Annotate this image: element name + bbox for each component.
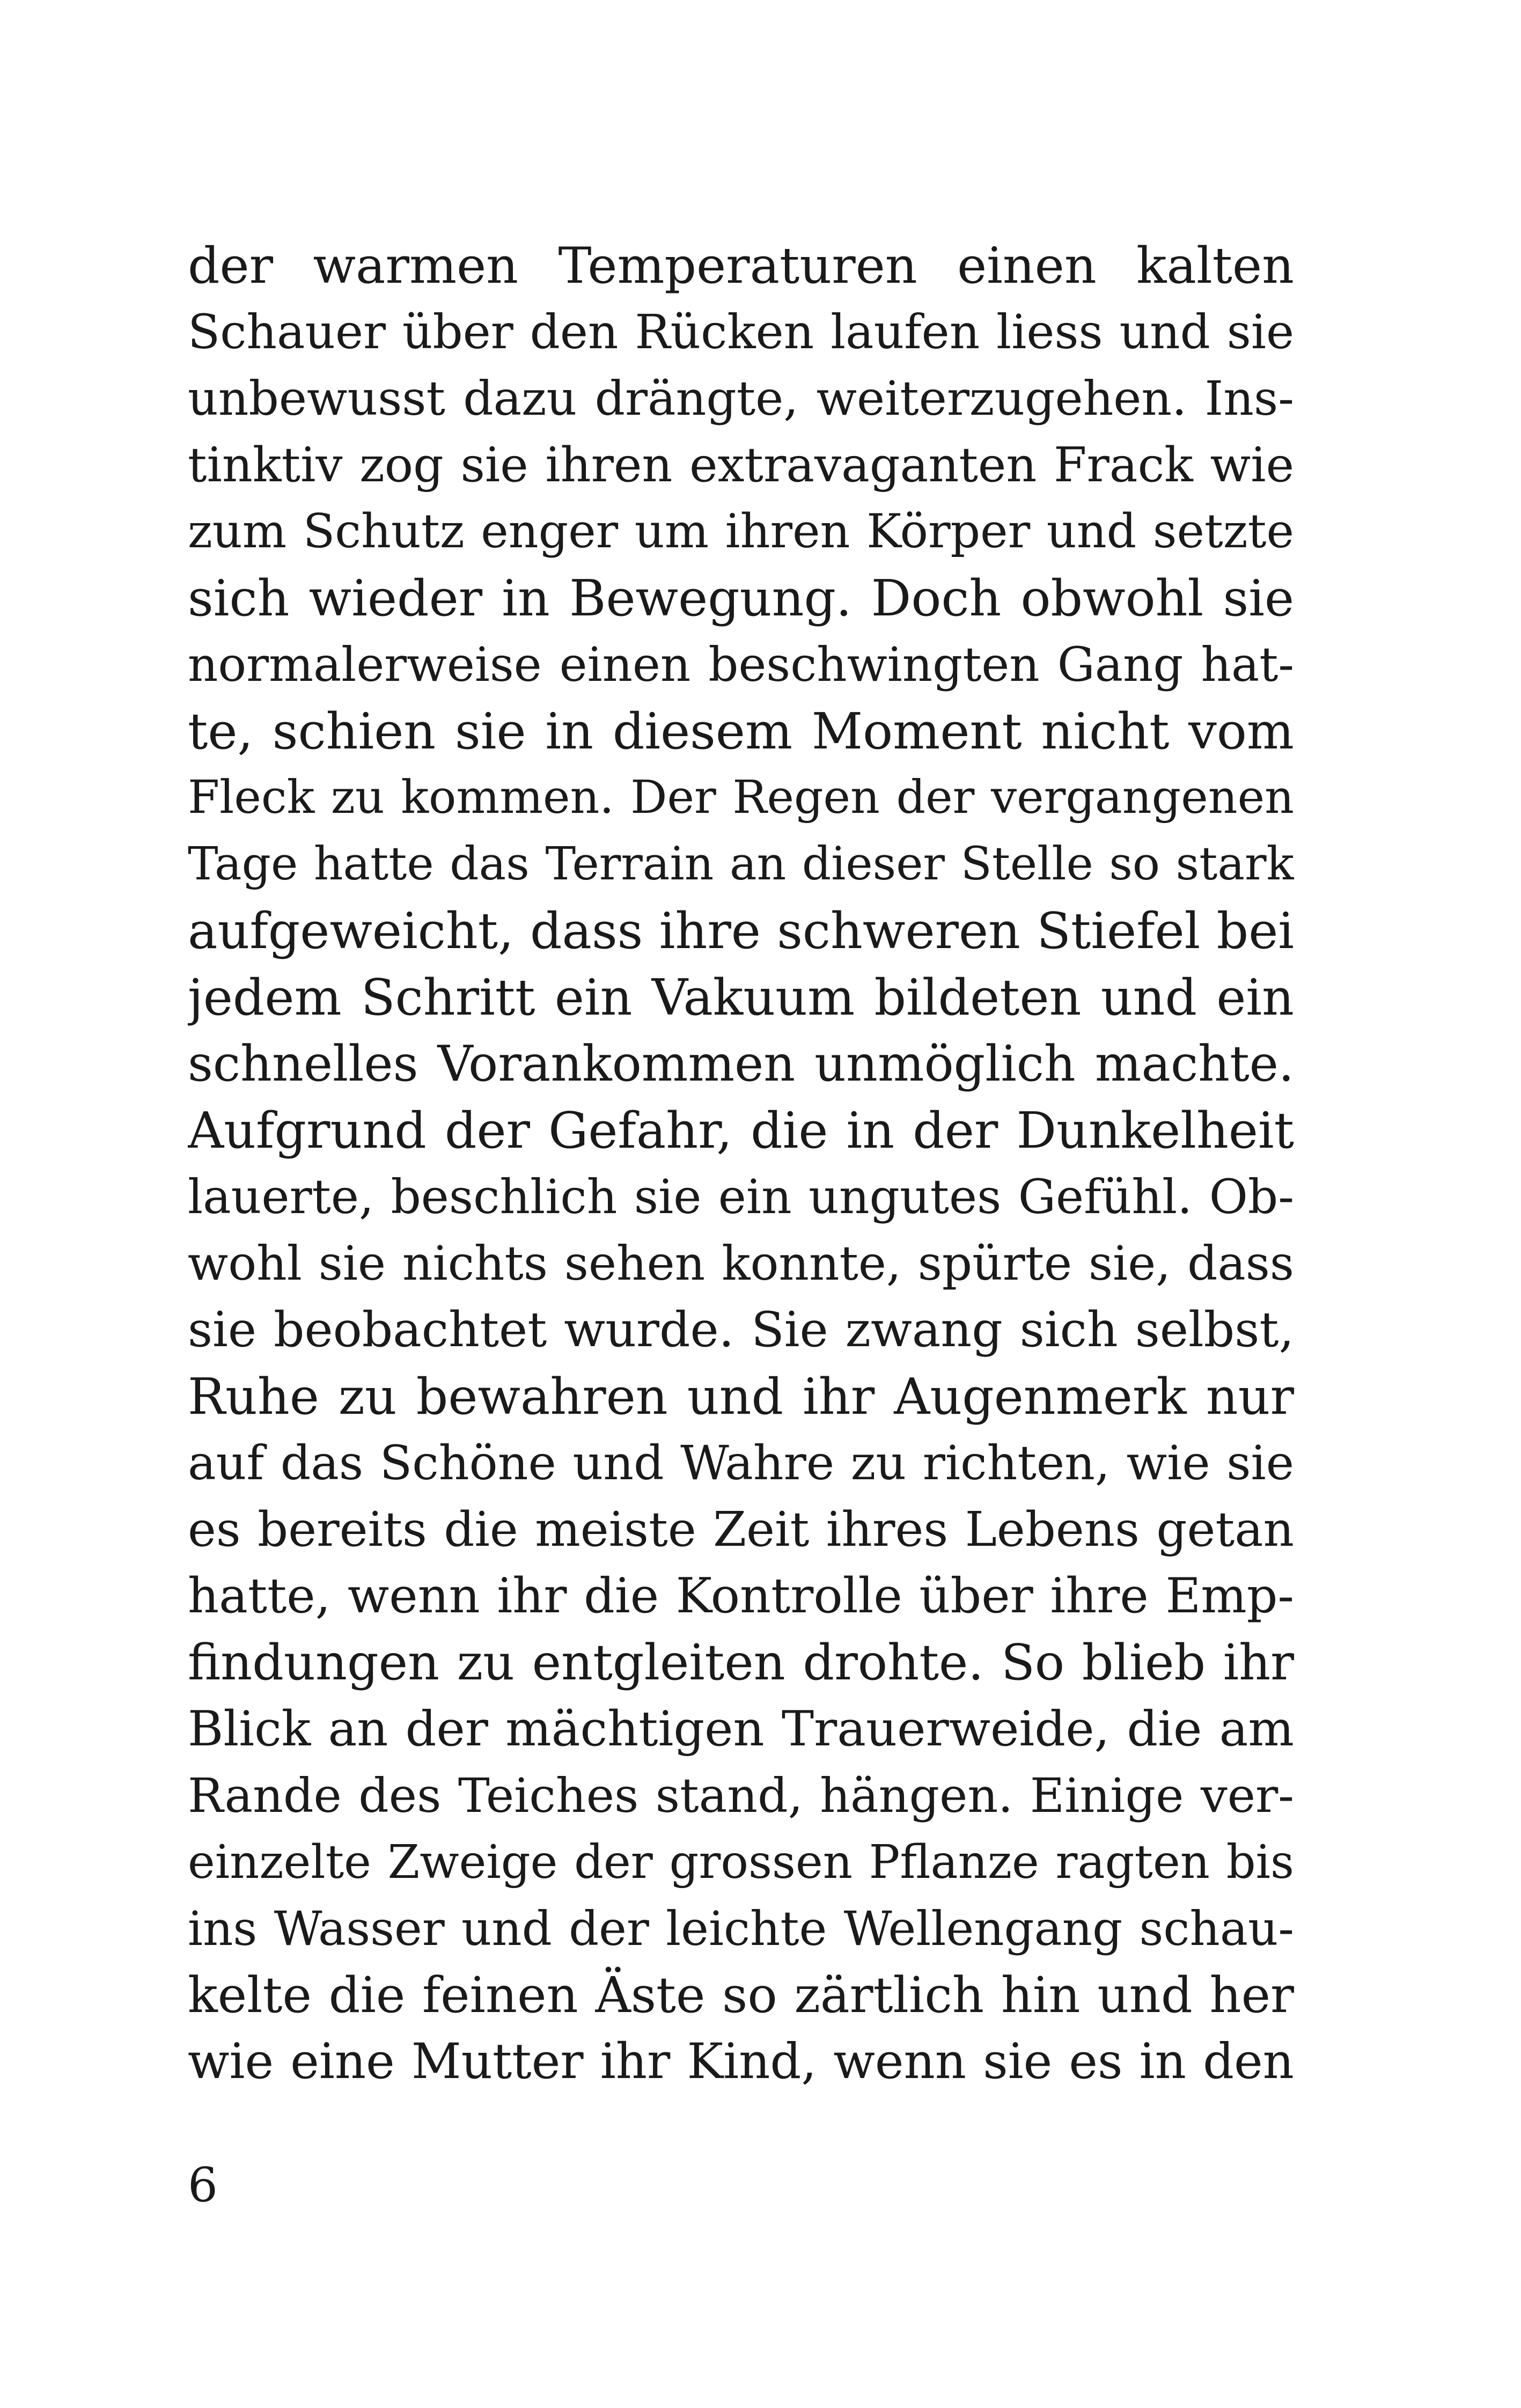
text-line: Tage hatte das Terrain an dieser Stelle so stark (188, 838, 1294, 891)
text-line: Ruhe zu bewahren und ihr Augenmerk nur (188, 1368, 1294, 1426)
text-line: zum Schutz enger um ihren Körper und setzte (188, 504, 1294, 559)
text-line: tinktiv zog sie ihren extravaganten Frack wie (188, 437, 1294, 493)
text-line: einzelte Zweige der grossen Pflanze ragten bis (188, 1836, 1294, 1889)
text-line: lauerte, beschlich sie ein ungutes Gefühl. Ob- (188, 1169, 1294, 1224)
text-line: unbewusst dazu drängte, weiterzugehen. Ins- (188, 371, 1294, 426)
body-text (188, 232, 1294, 2095)
text-line: der warmen Temperaturen einen kalten (188, 237, 1294, 295)
page-number: 6 (188, 2157, 218, 2213)
text-line: sie beobachtet wurde. Sie zwang sich selbst, (188, 1302, 1294, 1358)
text-line: te, schien sie in diesem Moment nicht vom (188, 702, 1294, 760)
text-line: hatte, wenn ihr die Kontrolle über ihre Emp- (188, 1568, 1294, 1624)
text-line: findungen zu entgleiten drohte. So blieb ihr (188, 1634, 1294, 1691)
text-line: Schauer über den Rücken laufen liess und sie (188, 304, 1294, 359)
text-line: sich wieder in Bewegung. Doch obwohl sie (188, 569, 1294, 627)
text-line: jedem Schritt ein Vakuum bildeten und ein (188, 968, 1294, 1026)
text-line: kelte die feinen Äste so zärtlich hin und her (188, 1966, 1294, 2024)
text-line: wohl sie nichts sehen konnte, spürte sie, dass (188, 1236, 1294, 1291)
text-line: Fleck zu kommen. Der Regen der vergangenen (188, 771, 1294, 824)
text-line: schnelles Vorankommen unmöglich machte. (188, 1035, 1294, 1092)
text-line: wie eine Mutter ihr Kind, wenn sie es in den (188, 2033, 1294, 2090)
text-line: ins Wasser und der leichte Wellengang schau- (188, 1902, 1294, 1956)
text-line: Rande des Teiches stand, hängen. Einige ver- (188, 1768, 1294, 1823)
text-line: aufgeweicht, dass ihre schweren Stiefel bei (188, 902, 1294, 960)
text-line: Aufgrund der Gefahr, die in der Dunkelheit (188, 1102, 1294, 1159)
text-line: auf das Schöne und Wahre zu richten, wie sie (188, 1435, 1294, 1491)
text-line: es bereits die meiste Zeit ihres Lebens getan (188, 1502, 1294, 1558)
text-line: normalerweise einen beschwingten Gang hat- (188, 637, 1294, 692)
text-line: Blick an der mächtigen Trauerweide, die am (188, 1701, 1294, 1757)
